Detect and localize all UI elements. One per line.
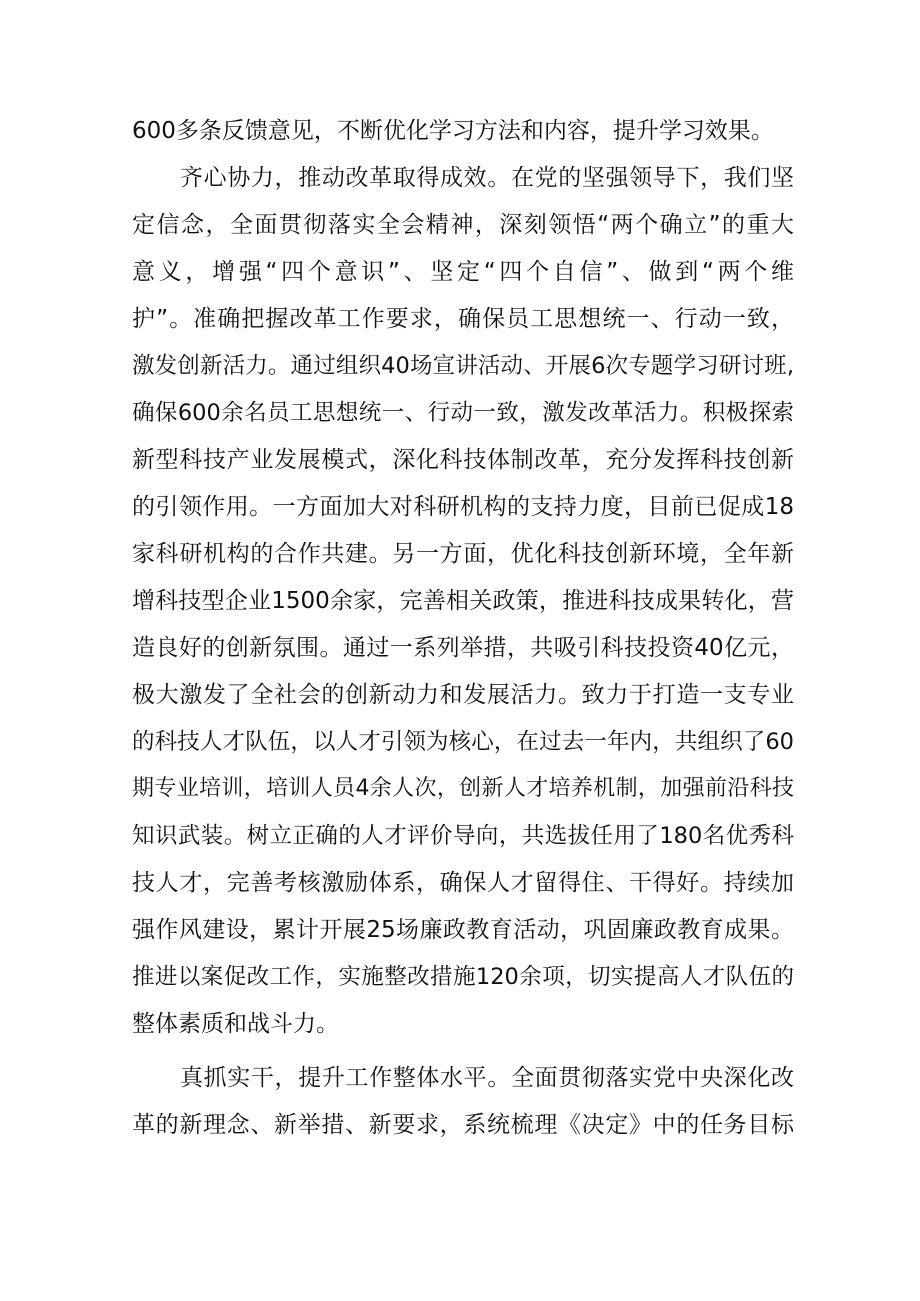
text-line: 激发创新活力。通过组织40场宣讲活动、开展6次专题学习研讨班, (132, 353, 794, 379)
text-line: 600多条反馈意见，不断优化学习方法和内容，提升学习效果。 (132, 118, 774, 144)
text-line: 的科技人才队伍，以人才引领为核心，在过去一年内，共组织了60 (132, 729, 794, 755)
text-line: 技人才，完善考核激励体系，确保人才留得住、干得好。持续加 (132, 870, 794, 896)
text-line: 意义，增强“四个意识”、坚定“四个自信”、做到“两个维 (132, 259, 794, 285)
text-line: 定信念，全面贯彻落实全会精神，深刻领悟“两个确立”的重大 (132, 212, 794, 238)
text-line: 强作风建设，累计开展25场廉政教育活动，巩固廉政教育成果。 (132, 917, 794, 943)
text-line: 知识武装。树立正确的人才评价导向，共选拔任用了180名优秀科 (132, 823, 794, 849)
text-line: 新型科技产业发展模式，深化科技体制改革，充分发挥科技创新 (132, 447, 794, 473)
text-line: 整体素质和战斗力。 (132, 1011, 339, 1037)
paragraph-start-line: 齐心协力，推动改革取得成效。在党的坚强领导下，我们坚 (180, 165, 794, 191)
text-line: 家科研机构的合作共建。另一方面，优化科技创新环境，全年新 (132, 541, 794, 567)
text-line: 造良好的创新氛围。通过一系列举措，共吸引科技投资40亿元， (132, 635, 794, 661)
text-line: 的引领作用。一方面加大对科研机构的支持力度，目前已促成18 (132, 494, 794, 520)
text-line: 期专业培训，培训人员4余人次，创新人才培养机制，加强前沿科技 (132, 776, 794, 801)
text-line: 确保600余名员工思想统一、行动一致，激发改革活力。积极探索 (132, 400, 794, 426)
text-line: 护”。准确把握改革工作要求，确保员工思想统一、行动一致， (132, 306, 794, 332)
text-line: 推进以案促改工作，实施整改措施120余项，切实提高人才队伍的 (132, 964, 794, 990)
text-line: 极大激发了全社会的创新动力和发展活力。致力于打造一支专业 (132, 682, 794, 708)
paragraph-start-line: 真抓实干，提升工作整体水平。全面贯彻落实党中央深化改 (180, 1065, 794, 1091)
text-line: 增科技型企业1500余家，完善相关政策，推进科技成果转化，营 (132, 588, 794, 614)
text-line: 革的新理念、新举措、新要求，系统梳理《决定》中的任务目标 (132, 1112, 794, 1138)
